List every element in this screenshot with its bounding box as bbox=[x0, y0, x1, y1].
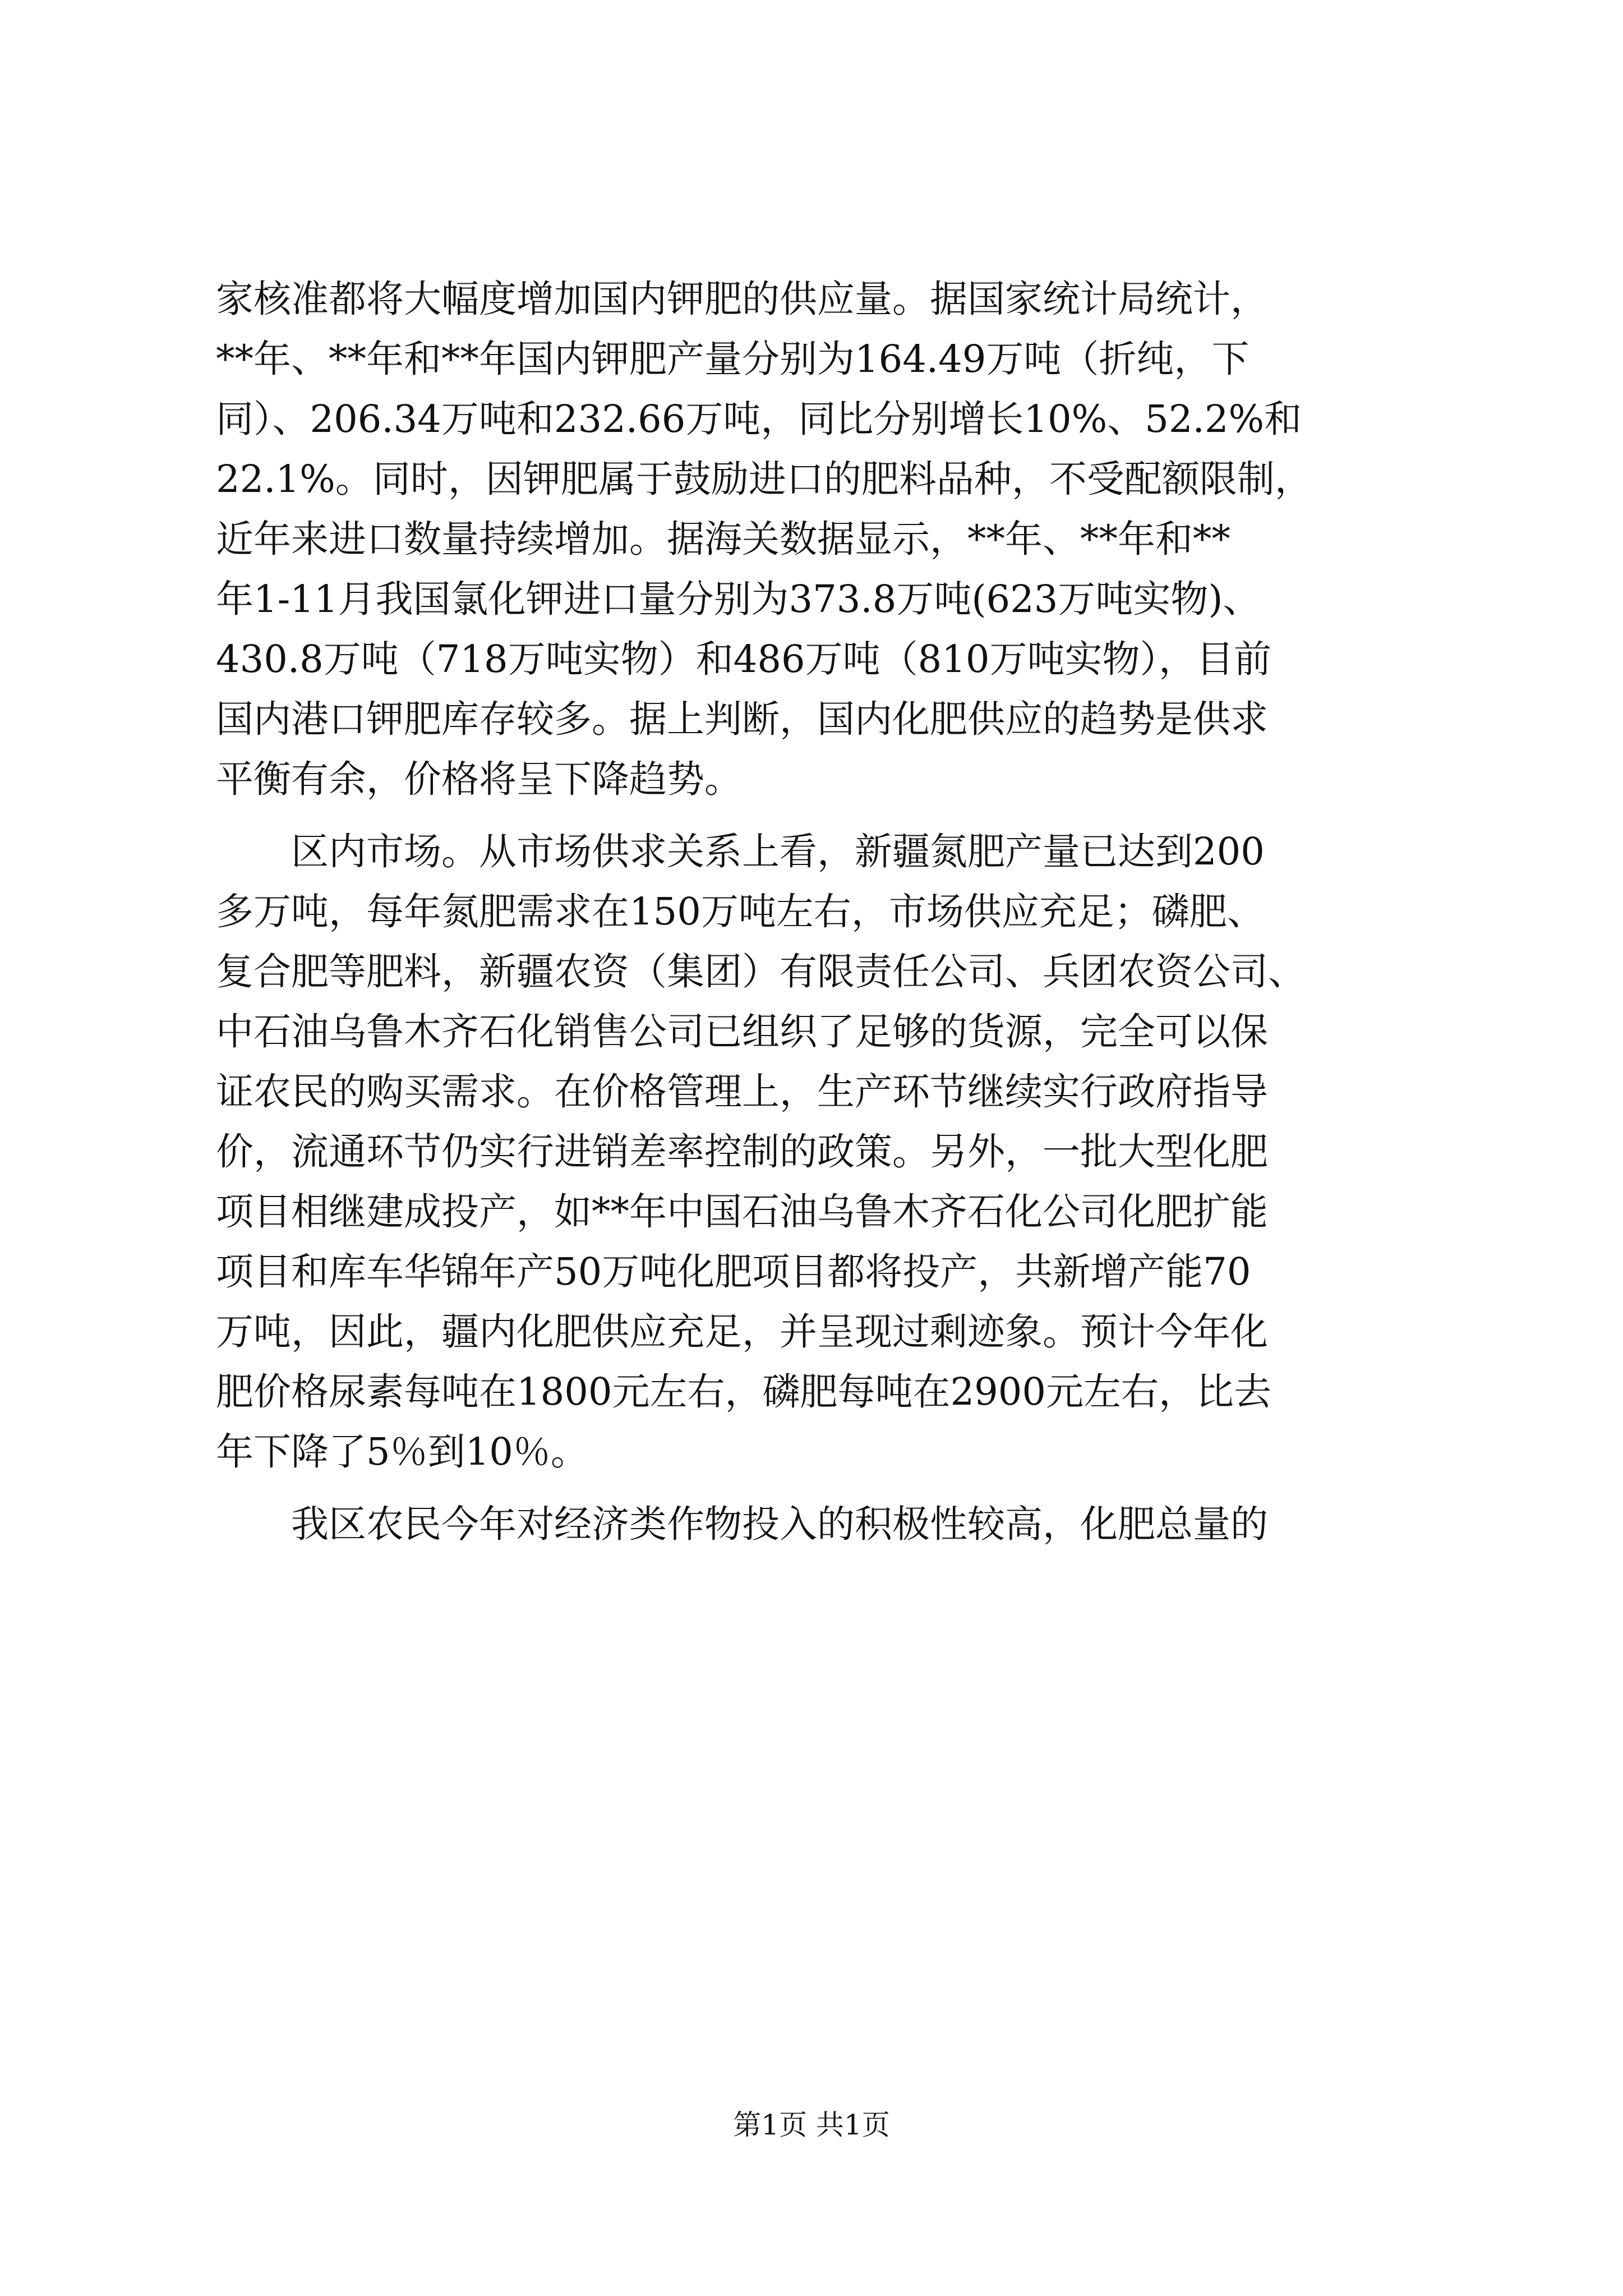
text-line: 年1-11月我国氯化钾进口量分别为373.8万吨(623万吨实物)、 bbox=[216, 577, 1261, 621]
text-line: 区内市场。从市场供求关系上看，新疆氮肥产量已达到200 bbox=[216, 830, 1265, 873]
text-line: 价，流通环节仍实行进销差率控制的政策。另外，一批大型化肥 bbox=[216, 1130, 1268, 1174]
text-line: 平衡有余，价格将呈下降趋势。 bbox=[216, 757, 742, 801]
text-line: 多万吨，每年氮肥需求在150万吨左右，市场供应充足；磷肥、 bbox=[216, 890, 1265, 933]
text-line: 我区农民今年对经济类作物投入的积极性较高，化肥总量的 bbox=[216, 1502, 1268, 1546]
text-line: 证农民的购买需求。在价格管理上，生产环节继续实行政府指导 bbox=[216, 1070, 1268, 1114]
text-line: 同）、206.34万吨和232.66万吨，同比分别增长10%、52.2%和 bbox=[216, 397, 1302, 441]
text-line: 复合肥等肥料，新疆农资（集团）有限责任公司、兵团农资公司、 bbox=[216, 950, 1306, 993]
text-line: **年、**年和**年国内钾肥产量分别为164.49万吨（折纯，下 bbox=[216, 337, 1249, 381]
text-line: 肥价格尿素每吨在1800元左右，磷肥每吨在2900元左右，比去 bbox=[216, 1370, 1272, 1414]
text-line: 中石油乌鲁木齐石化销售公司已组织了足够的货源，完全可以保 bbox=[216, 1010, 1268, 1053]
text-line: 430.8万吨（718万吨实物）和486万吨（810万吨实物），目前 bbox=[216, 637, 1271, 681]
document-body bbox=[216, 269, 1422, 1554]
paragraph-gap bbox=[216, 809, 1422, 822]
text-line: 国内港口钾肥库存较多。据上判断，国内化肥供应的趋势是供求 bbox=[216, 697, 1268, 741]
text-line: 项目相继建成投产，如**年中国石油乌鲁木齐石化公司化肥扩能 bbox=[216, 1190, 1268, 1234]
text-line: 万吨，因此，疆内化肥供应充足，并呈现过剩迹象。预计今年化 bbox=[216, 1310, 1268, 1354]
text-line: 项目和库车华锦年产50万吨化肥项目都将投产，共新增产能70 bbox=[216, 1250, 1251, 1294]
page-footer: 第1页 共1页 bbox=[733, 2109, 890, 2141]
paragraph bbox=[216, 1494, 1422, 1554]
paragraph bbox=[216, 822, 1422, 1482]
paragraph bbox=[216, 269, 1422, 809]
text-line: 家核准都将大幅度增加国内钾肥的供应量。据国家统计局统计， bbox=[216, 277, 1268, 321]
text-line: 近年来进口数量持续增加。据海关数据显示，**年、**年和** bbox=[216, 517, 1230, 561]
text-line: 年下降了5％到10％。 bbox=[216, 1430, 588, 1474]
text-line: 22.1%。同时，因钾肥属于鼓励进口的肥料品种，不受配额限制， bbox=[216, 457, 1312, 501]
paragraph-gap bbox=[216, 1482, 1422, 1494]
